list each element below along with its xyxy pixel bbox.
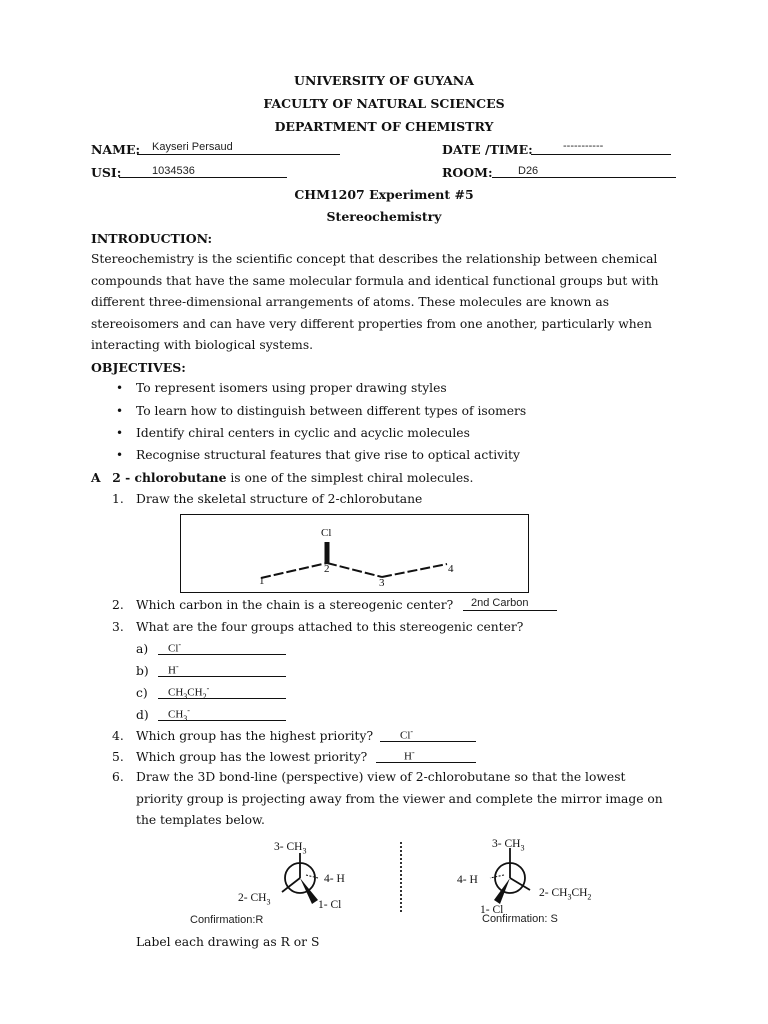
carbon-number: 2 <box>324 563 330 575</box>
intro-line: compounds that have the same molecular formula and identical functional groups but with <box>91 274 659 288</box>
q2-text: Which carbon in the chain is a stereogenic center? <box>136 598 454 612</box>
introduction-heading: INTRODUCTION: <box>91 231 213 246</box>
final-instruction: Label each drawing as R or S <box>136 935 320 949</box>
q2-number: 2. <box>112 598 124 612</box>
experiment-title: CHM1207 Experiment #5 <box>294 187 474 202</box>
q4-answer[interactable]: Cl- <box>400 727 414 742</box>
q5-answer[interactable]: H- <box>404 748 415 763</box>
skeletal-structure-box <box>180 514 529 593</box>
section-letter: A <box>91 470 101 485</box>
objective-item: Recognise structural features that give rise to optical activity <box>136 448 520 462</box>
objectives-heading: OBJECTIVES: <box>91 360 186 375</box>
bullet-icon: • <box>116 381 124 395</box>
bond-c2-c3 <box>327 563 382 577</box>
bullet-icon: • <box>116 404 124 418</box>
carbon-number: 3 <box>379 577 385 589</box>
group-d-label: d) <box>136 708 149 722</box>
name-label: NAME: <box>91 142 141 157</box>
intro-line: different three-dimensional arrangements of atoms. These molecules are known as <box>91 295 610 309</box>
right-top-group: 3- $CH_3$ <box>492 838 525 853</box>
q1-number: 1. <box>112 492 124 506</box>
date-value[interactable]: ----------- <box>563 140 604 152</box>
right-right-group: 2- $CH_3CH_2$ <box>539 887 592 902</box>
name-value[interactable]: Kayseri Persaud <box>152 141 233 153</box>
left-right-group: 4- H <box>324 873 345 885</box>
q6-line: priority group is projecting away from the viewer and complete the mirror image on <box>136 792 663 806</box>
skeletal-structure-drawing <box>181 515 528 592</box>
date-underline <box>531 154 671 155</box>
group-c-answer[interactable]: $CH_3CH_2^-$ <box>168 684 210 701</box>
right-dash-bond <box>490 875 504 878</box>
mirror-divider <box>400 842 402 912</box>
left-bottom-group: 1- Cl <box>318 899 342 911</box>
q2-answer[interactable]: 2nd Carbon <box>471 597 529 609</box>
right-left-group: 4- H <box>457 874 478 886</box>
q2-answer-line <box>463 610 557 611</box>
usi-underline <box>119 177 287 178</box>
usi-label: USI: <box>91 165 122 180</box>
carbon-number: 1 <box>259 575 265 587</box>
q5-number: 5. <box>112 750 124 764</box>
q6-number: 6. <box>112 770 124 784</box>
name-underline <box>137 154 340 155</box>
objective-item: To learn how to distinguish between different types of isomers <box>136 404 527 418</box>
q6-line: Draw the 3D bond-line (perspective) view of 2-chlorobutane so that the lowest <box>136 770 626 784</box>
left-left-group: 2- $CH_3$ <box>238 892 271 907</box>
left-configuration-label[interactable]: Confirmation:R <box>190 914 264 926</box>
right-bottom-group: 1- Cl <box>480 904 504 916</box>
room-value[interactable]: D26 <box>518 165 539 177</box>
compound-name: 2 - chlorobutane <box>112 470 227 485</box>
q4-number: 4. <box>112 729 124 743</box>
group-a-answer[interactable]: Cl- <box>168 640 182 655</box>
faculty-title: FACULTY OF NATURAL SCIENCES <box>263 96 505 111</box>
q1-text: Draw the skeletal structure of 2-chlorobutane <box>136 492 423 506</box>
q3-text: What are the four groups attached to this stereogenic center? <box>136 620 524 634</box>
date-label: DATE /TIME: <box>442 142 533 157</box>
q5-text: Which group has the lowest priority? <box>136 750 368 764</box>
q4-text: Which group has the highest priority? <box>136 729 374 743</box>
group-a-label: a) <box>136 642 149 656</box>
q4-answer-line <box>380 741 476 742</box>
group-c-label: c) <box>136 686 148 700</box>
objective-item: To represent isomers using proper drawing styles <box>136 381 447 395</box>
group-b-label: b) <box>136 664 149 678</box>
carbon-number: 4 <box>448 563 454 575</box>
bullet-icon: • <box>116 426 124 440</box>
room-underline <box>492 177 676 178</box>
department-title: DEPARTMENT OF CHEMISTRY <box>274 119 494 134</box>
right-configuration-label[interactable]: Confirmation: S <box>482 913 558 925</box>
left-top-group: 3- $CH_3$ <box>274 841 307 856</box>
left-dash-bond <box>306 875 318 878</box>
intro-line: stereoisomers and can have very different properties from one another, particularly when <box>91 317 652 331</box>
bond-c1-c2 <box>261 563 327 578</box>
intro-line: interacting with biological systems. <box>91 338 314 352</box>
intro-line: Stereochemistry is the scientific concept that describes the relationship between chemical <box>91 252 658 266</box>
q3-number: 3. <box>112 620 124 634</box>
section-a-intro <box>91 470 473 485</box>
room-label: ROOM: <box>442 165 493 180</box>
group-d-answer[interactable]: $CH_3^-$ <box>168 706 190 723</box>
section-a-rest: is one of the simplest chiral molecules. <box>226 471 474 485</box>
topic-title: Stereochemistry <box>326 209 442 224</box>
group-b-answer[interactable]: H- <box>168 662 179 677</box>
bond-c3-c4 <box>382 564 447 577</box>
cl-atom-label: Cl <box>321 527 332 539</box>
bullet-icon: • <box>116 448 124 462</box>
university-title: UNIVERSITY OF GUYANA <box>294 73 474 88</box>
usi-value[interactable]: 1034536 <box>152 165 195 177</box>
q5-answer-line <box>376 762 476 763</box>
objective-item: Identify chiral centers in cyclic and acyclic molecules <box>136 426 470 440</box>
q6-line: the templates below. <box>136 813 265 827</box>
